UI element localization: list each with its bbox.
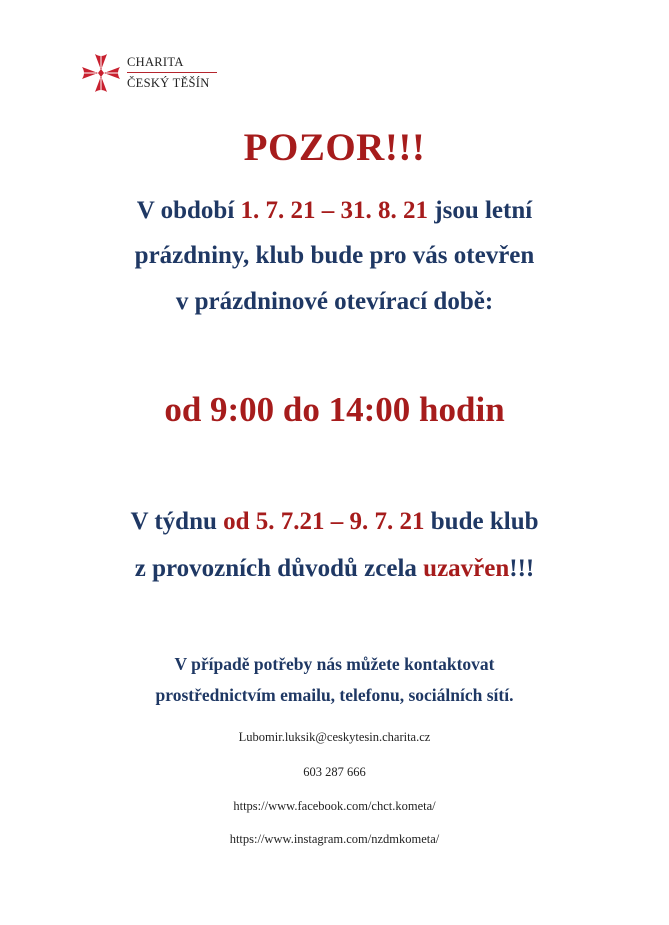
closure-dates: od 5. 7.21 – 9. 7. 21	[223, 508, 425, 535]
charity-cross-icon	[80, 52, 122, 94]
instagram-link[interactable]: https://www.instagram.com/nzdmkometa/	[229, 832, 440, 846]
summer-text-b: jsou letní	[428, 197, 533, 224]
closure-exclaim: !!!	[509, 555, 535, 582]
opening-hours: od 9:00 do 14:00 hodin	[164, 390, 505, 429]
summer-line-1	[0, 197, 669, 225]
logo-line-charita: CHARITA	[127, 55, 184, 69]
closure-line-2	[0, 555, 669, 583]
closure-line-1	[0, 508, 669, 536]
summer-line-2: prázdniny, klub bude pro vás otevřen	[134, 242, 535, 269]
closure-text-c: z provozních důvodů zcela	[134, 555, 424, 582]
closure-text-a: V týdnu	[130, 508, 224, 535]
logo-divider	[127, 72, 217, 73]
contact-note-line-1: V případě potřeby nás můžete kontaktovat	[174, 654, 495, 674]
contact-phone[interactable]: 603 287 666	[303, 765, 366, 779]
summer-line-3: v prázdninové otevírací době:	[175, 288, 494, 315]
charita-logo	[80, 50, 230, 100]
contact-email[interactable]: Lubomir.luksik@ceskytesin.charita.cz	[238, 730, 431, 744]
page-title: POZOR!!!	[243, 126, 426, 169]
summer-text-a: V období	[136, 197, 241, 224]
logo-line-city: ČESKÝ TĚŠÍN	[127, 76, 210, 90]
contact-note-line-2: prostřednictvím emailu, telefonu, sociálních sítí.	[155, 685, 514, 705]
facebook-link[interactable]: https://www.facebook.com/chct.kometa/	[233, 799, 436, 813]
closure-closed-word: uzavřen	[423, 555, 510, 582]
closure-text-b: bude klub	[424, 508, 539, 535]
summer-dates: 1. 7. 21 – 31. 8. 21	[240, 197, 429, 224]
